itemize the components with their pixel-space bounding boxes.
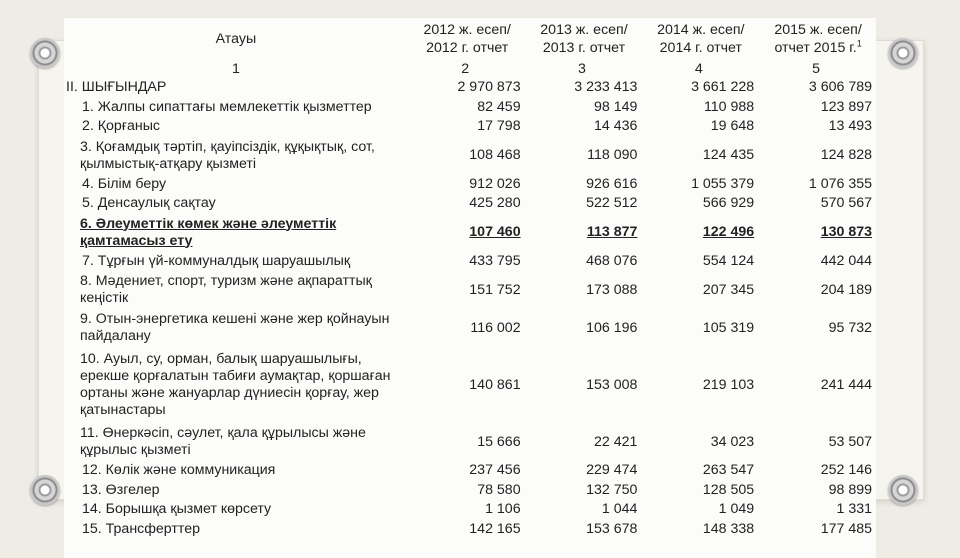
table-row: 4. Білім беру 912 026 926 616 1 055 379 1 076 355 [82, 175, 872, 192]
header-year-2012: 2012 ж. есеп/ 2012 г. отчет [423, 22, 511, 56]
header-name: Атауы [215, 31, 257, 47]
table-row: 7. Тұрғын үй-коммуналдық шаруашылық 433 795 468 076 554 124 442 044 [82, 252, 872, 269]
table-row: 2. Қорғаныс 17 798 14 436 19 648 13 493 [82, 118, 872, 135]
header-year-2015: 2015 ж. есеп/ отчет 2015 г.$^1$ [774, 22, 862, 56]
table-row: 14. Борышқа қызмет көрсету 1 106 1 044 1 049 1 331 [82, 501, 872, 518]
table-row: 5. Денсаулық сақтау 425 280 522 512 566 929 570 567 [82, 195, 872, 212]
table-row: 3. Қоғамдық тәртіп, қауіпсіздік, құқықтық, сот, қылмыстық-атқару қызметі 108 468 118 090 124 435 124 828 [80, 138, 872, 172]
table-row: 13. Өзгелер 78 580 132 750 128 505 98 899 [82, 481, 872, 498]
section-expenses-row: II. ШЫҒЫНДАР 2 970 873 3 233 413 3 661 228 3 606 789 [64, 78, 876, 98]
header-year-2014: 2014 ж. есеп/ 2014 г. отчет [657, 22, 745, 56]
table-row: 9. Отын-энергетика кешені және жер қойнауын пайдалану 116 002 106 196 105 319 95 732 [80, 311, 872, 344]
pushpin-icon [888, 475, 918, 505]
pushpin-icon [888, 38, 918, 68]
table-row: 11. Өнеркәсіп, сәулет, қала құрылысы және құрылыс қызметі 15 666 22 421 34 023 53 507 [80, 425, 872, 458]
column-index-row: 1 2 3 4 5 [231, 60, 821, 77]
table-row: 15. Трансферттер 142 165 153 678 148 338 177 485 [82, 520, 872, 537]
table-row: 8. Мәдениет, спорт, туризм және ақпараттық кеңістік 151 752 173 088 207 345 204 189 [80, 273, 872, 306]
table-row: 1. Жалпы сипаттағы мемлекеттік қызметтер 82 459 98 149 110 988 123 897 [82, 98, 872, 115]
table-row-highlighted: 6. Әлеуметтік көмек және әлеуметтік қамтамасыз ету 107 460 113 877 122 496 130 873 [80, 215, 872, 249]
header-year-2013: 2013 ж. есеп/ 2013 г. отчет [540, 22, 628, 56]
table-row: 12. Көлік және коммуникация 237 456 229 474 263 547 252 146 [82, 462, 872, 479]
budget-expenses-table [64, 18, 876, 539]
pushpin-icon [30, 38, 60, 68]
table-row: 10. Ауыл, су, орман, балық шаруашылығы, ерекше қорғалатын табиғи аумақтар, қоршаған ортаны және жануарлар дүниесін қорғау, жер қатынастары 140 861 153 008 219 103 241 444 [80, 351, 872, 418]
pushpin-icon [30, 475, 60, 505]
table-header-row [64, 18, 876, 60]
section-title: II. ШЫҒЫНДАР [66, 79, 167, 96]
budget-table-sheet [64, 18, 876, 558]
